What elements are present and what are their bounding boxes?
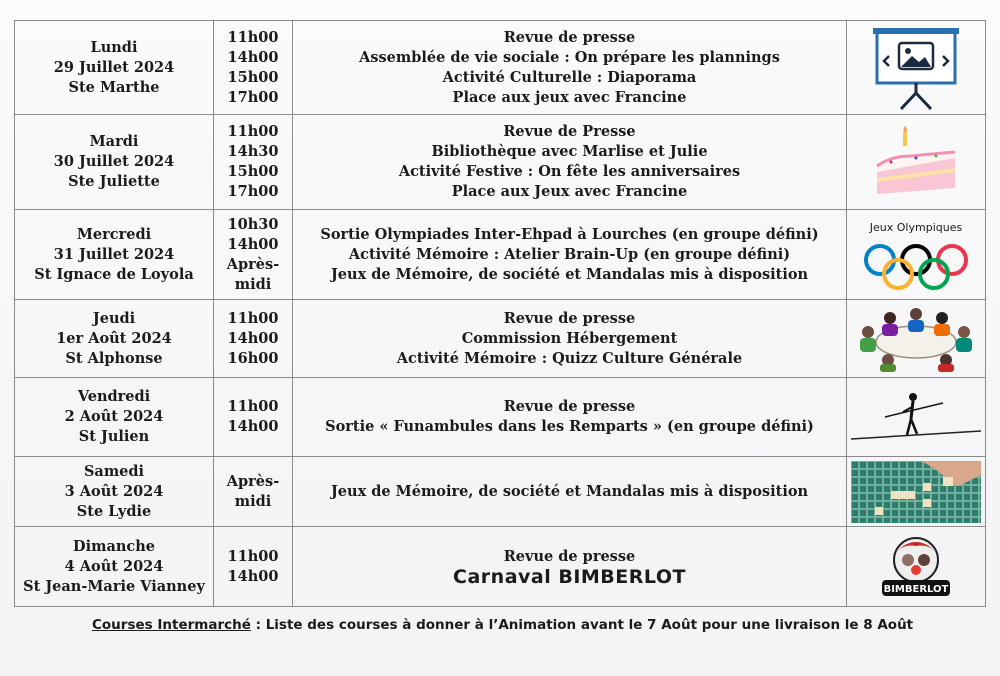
activity-label: Revue de presse [503,398,636,415]
table-row-vendredi [15,378,986,457]
time-label: midi [234,492,272,510]
day-cell [15,21,214,115]
day-cell [15,300,214,378]
bimberlot-logo-text: BIMBERLOT [883,583,949,595]
day-date: 29 Juillet 2024 [53,58,175,76]
projector-screen-icon [871,25,961,111]
time-label: 15h00 [227,68,279,86]
table-row-jeudi [15,300,986,378]
activity-label: Revue de Presse [503,123,636,140]
time-label: 11h00 [227,547,279,565]
day-saint: St Julien [78,428,150,445]
day-name: Vendredi [77,388,151,405]
day-date: 1er Août 2024 [56,329,172,347]
day-date: 4 Août 2024 [64,557,164,575]
activity-label: Activité Mémoire : Quizz Culture Générale [396,349,743,367]
illustration-cell [847,527,986,607]
activity-label: Jeux de Mémoire, de société et Mandalas mis à disposition [330,265,809,283]
activity-label: Commission Hébergement [461,329,678,347]
birthday-cake-icon [871,126,961,198]
day-name: Mercredi [76,225,152,243]
activities-cell [293,527,847,607]
day-date: 30 Juillet 2024 [53,153,175,170]
time-label: 10h30 [227,215,279,233]
table-row-mercredi [15,210,986,300]
footer-label: Courses Intermarché [92,617,251,633]
day-saint: Ste Lydie [76,502,152,520]
activity-label: Place aux Jeux avec Francine [451,183,688,200]
activity-label: Place aux jeux avec Francine [452,88,687,106]
time-label: 14h00 [227,235,279,253]
day-name: Mardi [89,133,139,150]
time-label: 14h00 [227,48,279,66]
day-saint: Ste Juliette [68,173,160,190]
day-saint: St Jean-Marie Vianney [23,577,205,595]
activities-cell [293,210,847,300]
day-cell [15,115,214,210]
time-label: 11h00 [227,309,279,327]
time-label: 11h00 [227,123,279,140]
scrabble-board-icon [851,461,981,523]
day-cell [15,210,214,300]
time-label: 14h30 [227,143,279,160]
activity-label: Sortie Olympiades Inter-Ehpad à Lourches (en groupe défini) [320,225,819,243]
day-name: Dimanche [73,537,155,555]
time-label: 14h00 [227,418,279,435]
day-saint: St Alphonse [65,349,163,367]
time-label: Après- [226,255,280,273]
olympic-rings-icon [860,242,972,292]
day-cell [15,527,214,607]
time-label: 17h00 [227,183,279,200]
activities-cell [293,300,847,378]
times-cell [214,457,293,527]
activity-label: Jeux de Mémoire, de société et Mandalas mis à disposition [330,482,809,500]
illustration-cell [847,115,986,210]
time-label: 15h00 [227,163,279,180]
time-label: 16h00 [227,349,279,367]
illustration-cell [847,300,986,378]
times-cell [214,527,293,607]
day-date: 3 Août 2024 [64,482,164,500]
activity-label: Activité Mémoire : Atelier Brain-Up (en groupe défini) [348,245,791,263]
day-date: 31 Juillet 2024 [53,245,175,263]
time-label: 11h00 [227,398,279,415]
activity-label: Sortie « Funambules dans les Remparts » (en groupe défini) [325,418,814,435]
day-saint: St Ignace de Loyola [34,265,194,283]
illustration-cell [847,21,986,115]
activity-label: Revue de presse [503,547,636,565]
day-cell [15,378,214,457]
table-row-samedi [15,457,986,527]
olympics-caption: Jeux Olympiques [869,220,963,234]
illustration-cell [847,457,986,527]
day-name: Jeudi [92,309,136,327]
bimberlot-logo-icon [876,534,956,600]
activity-label: Assemblée de vie sociale : On prépare les plannings [359,48,780,66]
times-cell [214,21,293,115]
meeting-table-icon [854,306,978,372]
time-label: Après- [226,472,280,490]
day-name: Lundi [90,38,138,56]
activity-label: Bibliothèque avec Marlise et Julie [431,143,708,160]
activity-label: Revue de presse [503,309,636,327]
day-saint: Ste Marthe [68,78,160,96]
times-cell [214,115,293,210]
day-date: 2 Août 2024 [64,408,164,425]
footer-text: : Liste des courses à donner à l’Animation avant le 7 Août pour une livraison le 8 Août [250,617,914,633]
times-cell [214,210,293,300]
activities-cell [293,115,847,210]
footer-note [92,617,913,633]
activities-cell [293,378,847,457]
times-cell [214,378,293,457]
day-cell [15,457,214,527]
illustration-cell [847,210,986,300]
table-row-mardi [15,115,986,210]
activities-cell [293,21,847,115]
tightrope-walker-icon [851,387,981,447]
time-label: 14h00 [227,329,279,347]
table-row-lundi [15,21,986,115]
carnaval-title: Carnaval BIMBERLOT [453,565,686,588]
time-label: 14h00 [227,567,279,585]
time-label: 11h00 [227,28,279,46]
activity-label: Revue de presse [503,28,636,46]
day-name: Samedi [83,462,145,480]
time-label: 17h00 [227,88,279,106]
weekly-activity-table [14,20,986,607]
times-cell [214,300,293,378]
activity-label: Activité Festive : On fête les anniversaires [398,163,741,180]
illustration-cell [847,378,986,457]
table-row-dimanche [15,527,986,607]
activity-label: Activité Culturelle : Diaporama [442,68,697,86]
activities-cell [293,457,847,527]
time-label: midi [234,275,272,293]
